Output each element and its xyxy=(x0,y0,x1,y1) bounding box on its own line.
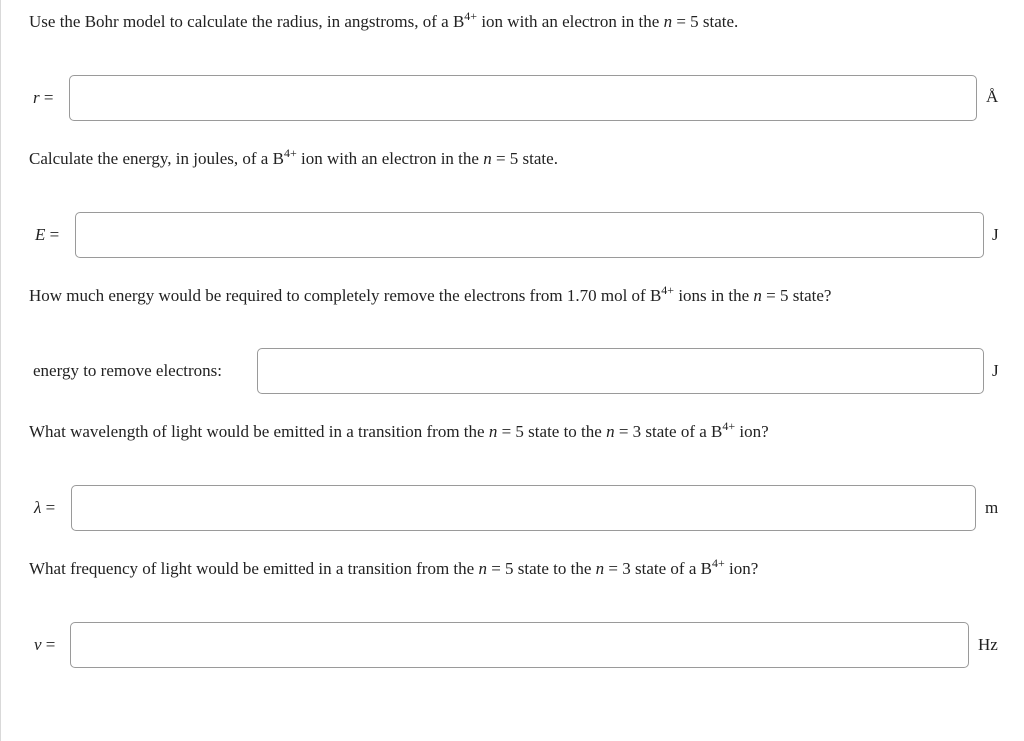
removal-energy-label: energy to remove electrons: xyxy=(33,361,222,380)
wavelength-label: λ = xyxy=(34,498,56,517)
frequency-input[interactable] xyxy=(70,622,969,668)
wavelength-unit: m xyxy=(985,498,999,517)
radius-label: r = xyxy=(33,88,54,107)
energy-unit: J xyxy=(992,225,999,244)
radius-unit: Å xyxy=(986,87,999,106)
question-radius: Use the Bohr model to calculate the radius, in angstroms, of a $B^{4+}$ ion with an electron in the n = 5 state. xyxy=(29,9,739,31)
question-frequency: What frequency of light would be emitted in a transition from the n = 5 state to the n = 3 state of a $B^{4+}$ ion? xyxy=(29,556,759,578)
energy-input[interactable] xyxy=(75,212,984,258)
energy-label: E = xyxy=(35,225,60,244)
wavelength-input[interactable] xyxy=(71,485,976,531)
removal-energy-unit: J xyxy=(992,361,999,380)
radius-input[interactable] xyxy=(69,75,977,121)
frequency-label: ν = xyxy=(34,635,56,654)
question-removal-energy: How much energy would be required to completely remove the electrons from 1.70 mol of $B^{4+}$ ions in the n = 5 state? xyxy=(29,283,832,305)
question-wavelength: What wavelength of light would be emitted in a transition from the n = 5 state to the n = 3 state of a $B^{4+}$ ion? xyxy=(29,419,769,441)
page-left-border xyxy=(0,0,1,741)
question-energy: Calculate the energy, in joules, of a $B^{4+}$ ion with an electron in the n = 5 state. xyxy=(29,146,558,168)
removal-energy-input[interactable] xyxy=(257,348,984,394)
frequency-unit: Hz xyxy=(978,635,998,654)
